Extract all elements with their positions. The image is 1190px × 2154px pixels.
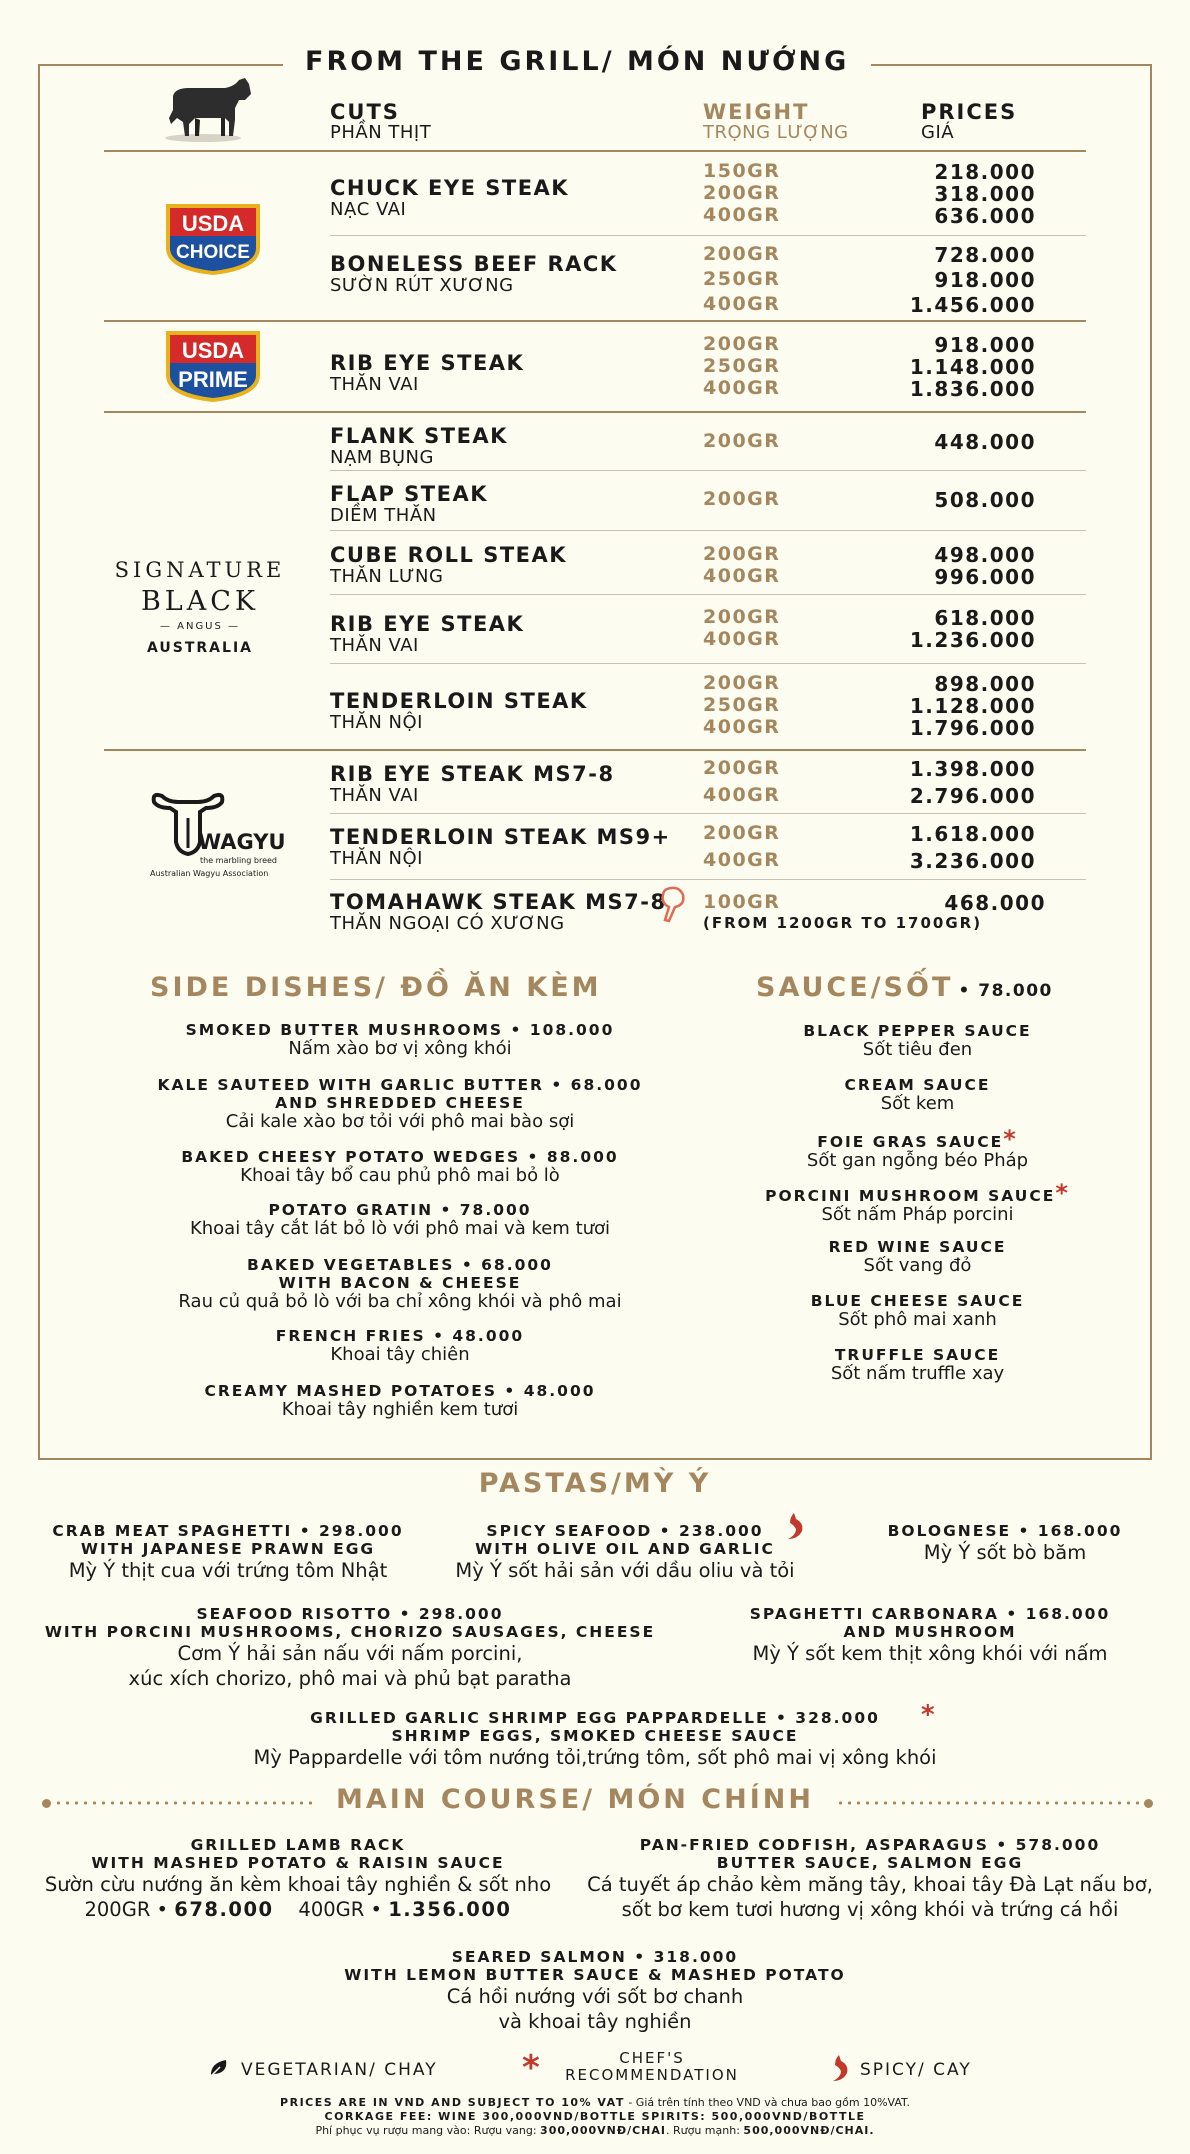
grill-title: FROM THE GRILL/ MÓN NƯỚNG: [305, 46, 850, 77]
grill-item-price: 918.000: [934, 333, 1036, 357]
divider-thin: [330, 530, 1086, 531]
side-dish-item: [100, 1382, 700, 1420]
signature-line1: SIGNATURE: [114, 558, 286, 582]
pasta-item: [30, 1605, 670, 1691]
sauce-en: BLUE CHEESE SAUCE: [810, 1292, 1025, 1310]
side-dish-item: [100, 1201, 700, 1239]
side-dish-vi: Khoai tây nghiền kem tươi: [281, 1399, 519, 1420]
sauce-item: [735, 1125, 1100, 1171]
footer-corkage-vi-c: . Rượu mạnh:: [666, 2124, 744, 2137]
grill-item-vi: NẠM BỤNG: [330, 447, 434, 468]
prices-header-en: PRICES: [921, 100, 1018, 124]
grill-item-price: 728.000: [934, 243, 1036, 267]
footer-vat-en: PRICES ARE IN VND AND SUBJECT TO 10% VAT: [280, 2096, 625, 2109]
grill-item-weight: 150GR: [703, 160, 781, 182]
grill-item-price: 448.000: [934, 430, 1036, 454]
side-dish-vi: Rau củ quả bỏ lò với ba chỉ xông khói và phô mai: [178, 1291, 622, 1312]
grill-item-name: BONELESS BEEF RACK: [330, 252, 618, 276]
side-dish-item: [100, 1256, 700, 1312]
pasta-en: SPAGHETTI CARBONARA • 168.000 AND MUSHROOM: [749, 1605, 1111, 1641]
wagyu-name: WAGYU: [198, 830, 286, 854]
grill-item-weight: 400GR: [703, 849, 781, 871]
grill-item-price: 3.236.000: [909, 849, 1036, 873]
grill-item-price: 618.000: [934, 606, 1036, 630]
sauce-price: • 78.000: [958, 981, 1053, 1001]
leaf-icon: [208, 2057, 230, 2079]
grill-item-weight: 250GR: [703, 694, 781, 716]
usda-prime-top: USDA: [181, 338, 245, 363]
grill-item-weight: 200GR: [703, 822, 781, 844]
signature-line2: BLACK: [140, 586, 260, 617]
grill-item-price: 318.000: [934, 182, 1036, 206]
grill-item-weight: 400GR: [703, 377, 781, 399]
grill-item-price: 898.000: [934, 672, 1036, 696]
pasta-vi: Mỳ Pappardelle với tôm nướng tỏi,trứng tôm, sốt phô mai vị xông khói: [253, 1746, 937, 1769]
side-dish-vi: Cải kale xào bơ tỏi với phô mai bào sợi: [225, 1111, 575, 1132]
sauce-en: CREAM SAUCE: [844, 1076, 991, 1094]
grill-item-vi: THĂN LƯNG: [330, 566, 444, 587]
side-dish-vi: Nấm xào bơ vị xông khói: [288, 1038, 512, 1059]
legend-chef-line1: CHEF'S: [619, 2049, 685, 2067]
cuts-header-en: CUTS: [330, 100, 400, 124]
grill-item-weight: 200GR: [703, 243, 781, 265]
cuts-header: [330, 100, 431, 143]
pasta-vi: Mỳ Ý sốt kem thịt xông khói với nấm: [752, 1642, 1108, 1665]
grill-item-price: 468.000: [944, 891, 1046, 915]
side-dish-vi: Khoai tây bổ cau phủ phô mai bỏ lò: [240, 1165, 560, 1186]
lamb-weight-1: 200GR •: [84, 1898, 169, 1921]
grill-item-name: FLANK STEAK: [330, 424, 508, 448]
chili-icon: [782, 1511, 806, 1541]
footer-corkage-vi-a: Phí phục vụ rượu mang vào: Rượu vang:: [315, 2124, 541, 2137]
cuts-header-vi: PHẦN THỊT: [330, 122, 432, 143]
main-title-wrap: [320, 1784, 830, 1815]
grill-item-price: 1.148.000: [909, 355, 1036, 379]
footer-corkage-vi-d: 500,000VNĐ/CHAI.: [743, 2124, 875, 2137]
pasta-vi: Mỳ Ý thịt cua với trứng tôm Nhật: [68, 1559, 388, 1582]
sauce-title: SAUCE/SỐT: [756, 972, 954, 1003]
divider-thin: [330, 813, 1086, 814]
side-dish-en: POTATO GRATIN • 78.000: [268, 1201, 532, 1219]
lamb-price-2: 1.356.000: [388, 1898, 512, 1921]
pasta-en: SPICY SEAFOOD • 238.000 WITH OLIVE OIL AND GARLIC: [475, 1522, 775, 1558]
pasta-vi: Mỳ Ý sốt hải sản với dầu oliu và tỏi: [455, 1559, 795, 1582]
pasta-en: SEAFOOD RISOTTO • 298.000 WITH PORCINI MUSHROOMS, CHORIZO SAUSAGES, CHEESE: [44, 1605, 656, 1641]
main-item-vi: Cá hồi nướng với sốt bơ chanh và khoai tây nghiền: [446, 1985, 744, 2033]
divider: [104, 150, 1086, 152]
sauce-vi: Sốt tiêu đen: [862, 1039, 973, 1060]
chili-legend-icon: [826, 2053, 852, 2083]
lamb-prices: [38, 1897, 558, 1922]
main-item-en: PAN-FRIED CODFISH, ASPARAGUS • 578.000 BUTTER SAUCE, SALMON EGG: [639, 1836, 1101, 1872]
grill-item-weight: 200GR: [703, 488, 781, 510]
prices-header: [921, 100, 1017, 143]
usda-prime-bottom: PRIME: [178, 367, 248, 392]
grill-item-weight: 200GR: [703, 606, 781, 628]
side-dish-en: SMOKED BUTTER MUSHROOMS • 108.000: [185, 1021, 615, 1039]
grill-item-price: 508.000: [934, 488, 1036, 512]
side-dish-item: [100, 1148, 700, 1186]
grill-item-vi: DIỀM THĂN: [330, 505, 437, 526]
main-item-salmon: [245, 1948, 945, 2034]
pasta-item: [435, 1522, 815, 1583]
weight-header-vi: TRỌNG LƯỢNG: [703, 122, 849, 143]
footer-line3: [95, 2124, 1095, 2138]
grill-item-price: 1.456.000: [909, 293, 1036, 317]
grill-item-name: CHUCK EYE STEAK: [330, 176, 570, 200]
grill-item-weight: 400GR: [703, 628, 781, 650]
dotted-rule-left: [54, 1801, 314, 1805]
footer-corkage-vi-b: 300,000VNĐ/CHAI: [540, 2124, 666, 2137]
chef-star-icon: *: [522, 2048, 540, 2088]
sauce-title-wrap: [756, 972, 1053, 1003]
side-dish-item: [100, 1327, 700, 1365]
sauce-item: [735, 1022, 1100, 1060]
grill-item-price: 1.618.000: [909, 822, 1036, 846]
side-dishes-title-wrap: [150, 972, 602, 1003]
grill-item-price: 218.000: [934, 160, 1036, 184]
side-dish-en: BAKED VEGETABLES • 68.000 WITH BACON & CHEESE: [247, 1256, 553, 1292]
grill-item-weight: 400GR: [703, 784, 781, 806]
sauce-item: [735, 1076, 1100, 1114]
grill-item-weight: 400GR: [703, 293, 781, 315]
grill-item-name: RIB EYE STEAK MS7-8: [330, 762, 615, 786]
sauce-item: [735, 1346, 1100, 1384]
sauce-item: [735, 1179, 1100, 1225]
grill-item-price: 918.000: [934, 268, 1036, 292]
sauce-vi: Sốt kem: [880, 1093, 955, 1114]
pasta-vi: Mỳ Ý sốt bò băm: [923, 1541, 1087, 1564]
grill-item-vi: THĂN VAI: [330, 785, 419, 806]
grill-item-vi: THĂN VAI: [330, 635, 419, 656]
divider-thin: [330, 470, 1086, 471]
side-dish-item: [100, 1076, 700, 1132]
sauce-vi: Sốt nấm Pháp porcini: [821, 1204, 1014, 1225]
chef-star-icon: *: [921, 1700, 935, 1730]
pastas-title-wrap: [345, 1468, 845, 1499]
tomahawk-icon: [657, 885, 687, 925]
main-item-codfish: [570, 1836, 1170, 1922]
legend-chef-line2: RECOMMENDATION: [565, 2066, 739, 2084]
signature-black-angus-logo: [100, 558, 300, 656]
dot-right: [1144, 1799, 1153, 1808]
divider: [104, 320, 1086, 322]
grill-item-price: 1.796.000: [909, 716, 1036, 740]
divider-thin: [330, 879, 1086, 880]
side-dish-en: CREAMY MASHED POTATOES • 48.000: [204, 1382, 596, 1400]
main-item-en: GRILLED LAMB RACK WITH MASHED POTATO & RAISIN SAUCE: [91, 1836, 505, 1872]
grill-item-weight: 200GR: [703, 543, 781, 565]
legend-vegetarian: VEGETARIAN/ CHAY: [241, 2060, 438, 2080]
side-dish-en: FRENCH FRIES • 48.000: [275, 1327, 525, 1345]
sauce-en: PORCINI MUSHROOM SAUCE: [765, 1187, 1056, 1205]
grill-item-weight: 200GR: [703, 430, 781, 452]
pasta-item: [850, 1522, 1160, 1565]
grill-item-name: RIB EYE STEAK: [330, 351, 525, 375]
grill-item-price: 1.836.000: [909, 377, 1036, 401]
grill-item-price: 1.398.000: [909, 757, 1036, 781]
dot-left: [42, 1799, 51, 1808]
divider-thin: [330, 663, 1086, 664]
main-item-en: SEARED SALMON • 318.000 WITH LEMON BUTTER SAUCE & MASHED POTATO: [344, 1948, 846, 1984]
grill-item-weight: 400GR: [703, 204, 781, 226]
pasta-item: [28, 1522, 428, 1583]
pasta-item: [730, 1605, 1130, 1666]
usda-prime-badge: [160, 327, 266, 405]
grill-item-name: TENDERLOIN STEAK MS9+: [330, 825, 671, 849]
footer: [95, 2096, 1095, 2138]
divider: [104, 749, 1086, 751]
divider-thin: [330, 235, 1086, 236]
weight-header: [703, 100, 849, 143]
grill-item-price: 2.796.000: [909, 784, 1036, 808]
grill-item-price: 636.000: [934, 204, 1036, 228]
main-course-title: MAIN COURSE/ MÓN CHÍNH: [336, 1784, 814, 1815]
pasta-en: BOLOGNESE • 168.000: [887, 1522, 1123, 1540]
footer-vat-vi: - Giá trên tính theo VND và chưa bao gồm 10%VAT.: [624, 2096, 910, 2109]
grill-item-weight: 400GR: [703, 565, 781, 587]
pasta-item: [245, 1709, 945, 1770]
main-item-lamb: [38, 1836, 558, 1922]
grill-item-price: 1.128.000: [909, 694, 1036, 718]
grill-item-name: CUBE ROLL STEAK: [330, 543, 568, 567]
grill-item-vi: THĂN NỘI: [330, 848, 423, 869]
grill-item-vi: THĂN VAI: [330, 374, 419, 395]
cow-icon: [155, 74, 255, 144]
signature-line3: — ANGUS —: [159, 621, 241, 632]
grill-item-price: 498.000: [934, 543, 1036, 567]
dotted-rule-right: [836, 1801, 1142, 1805]
sauce-item: [735, 1238, 1100, 1276]
sauce-vi: Sốt phô mai xanh: [838, 1309, 997, 1330]
side-dish-en: BAKED CHEESY POTATO WEDGES • 88.000: [181, 1148, 619, 1166]
legend-chef: [552, 2050, 752, 2084]
divider: [104, 411, 1086, 413]
wagyu-logo: [148, 790, 288, 880]
grill-item-note: (FROM 1200GR TO 1700GR): [703, 914, 983, 932]
lamb-price-1: 678.000: [174, 1898, 274, 1921]
sauce-en: FOIE GRAS SAUCE: [817, 1133, 1004, 1151]
pasta-en: CRAB MEAT SPAGHETTI • 298.000 WITH JAPANESE PRAWN EGG: [52, 1522, 404, 1558]
footer-line1: [95, 2096, 1095, 2110]
signature-line4: AUSTRALIA: [147, 640, 253, 656]
sauce-en: TRUFFLE SAUCE: [834, 1346, 1001, 1364]
grill-item-weight: 100GR: [703, 891, 781, 913]
wagyu-tag: the marbling breed: [200, 856, 277, 865]
lamb-weight-2: 400GR •: [298, 1898, 382, 1921]
grill-item-weight: 250GR: [703, 355, 781, 377]
sauce-item: [735, 1292, 1100, 1330]
pastas-title: PASTAS/MỲ Ý: [478, 1468, 712, 1499]
grill-item-price: 1.236.000: [909, 628, 1036, 652]
grill-item-price: 996.000: [934, 565, 1036, 589]
side-dish-en: KALE SAUTEED WITH GARLIC BUTTER • 68.000 AND SHREDDED CHEESE: [157, 1076, 643, 1112]
usda-choice-top: USDA: [181, 211, 245, 236]
wagyu-association: Australian Wagyu Association: [150, 869, 269, 878]
grill-item-weight: 200GR: [703, 757, 781, 779]
side-dish-vi: Khoai tây chiên: [330, 1344, 470, 1365]
legend-spicy: SPICY/ CAY: [860, 2060, 972, 2080]
sauce-vi: Sốt nấm truffle xay: [830, 1363, 1005, 1384]
grill-title-wrap: [283, 46, 871, 77]
grill-item-weight: 200GR: [703, 672, 781, 694]
grill-item-weight: 200GR: [703, 182, 781, 204]
grill-item-weight: 250GR: [703, 268, 781, 290]
sauce-en: BLACK PEPPER SAUCE: [803, 1022, 1032, 1040]
usda-choice-badge: [160, 200, 266, 278]
sauce-vi: Sốt gan ngỗng béo Pháp: [806, 1150, 1029, 1171]
chef-star-icon: *: [1055, 1179, 1070, 1207]
grill-item-name: FLAP STEAK: [330, 482, 489, 506]
grill-item-vi: THĂN NGOẠI CÓ XƯƠNG: [330, 913, 565, 934]
side-dishes-title: SIDE DISHES/ ĐỒ ĂN KÈM: [150, 972, 602, 1003]
prices-header-vi: GIÁ: [921, 122, 955, 143]
chef-star-icon: *: [1003, 1125, 1018, 1153]
sauce-en: RED WINE SAUCE: [828, 1238, 1007, 1256]
weight-header-en: WEIGHT: [703, 100, 810, 124]
pasta-en: GRILLED GARLIC SHRIMP EGG PAPPARDELLE • 328.000 SHRIMP EGGS, SMOKED CHEESE SAUCE: [310, 1709, 880, 1745]
sauce-vi: Sốt vang đỏ: [863, 1255, 972, 1276]
divider-thin: [330, 594, 1086, 595]
grill-item-vi: SƯỜN RÚT XƯƠNG: [330, 275, 514, 296]
grill-item-name: TOMAHAWK STEAK MS7-8: [330, 890, 667, 914]
usda-choice-bottom: CHOICE: [176, 242, 250, 263]
side-dish-item: [100, 1021, 700, 1059]
main-item-vi: Sườn cừu nướng ăn kèm khoai tây nghiền & sốt nho: [44, 1873, 552, 1896]
grill-item-name: RIB EYE STEAK: [330, 612, 525, 636]
grill-item-vi: NẠC VAI: [330, 199, 407, 220]
side-dish-vi: Khoai tây cắt lát bỏ lò với phô mai và kem tươi: [189, 1218, 611, 1239]
grill-item-name: TENDERLOIN STEAK: [330, 689, 588, 713]
footer-corkage-en: CORKAGE FEE: WINE 300,000VND/BOTTLE SPIRITS: 500,000VND/BOTTLE: [324, 2110, 866, 2123]
grill-item-vi: THĂN NỘI: [330, 712, 423, 733]
grill-item-weight: 200GR: [703, 333, 781, 355]
main-item-vi: Cá tuyết áp chảo kèm măng tây, khoai tây Đà Lạt nấu bơ, sốt bơ kem tươi hương vị xông khói và trứng cá hồi: [587, 1873, 1153, 1921]
pasta-vi: Cơm Ý hải sản nấu với nấm porcini, xúc xích chorizo, phô mai và phủ bạt paratha: [128, 1642, 572, 1690]
grill-item-weight: 400GR: [703, 716, 781, 738]
